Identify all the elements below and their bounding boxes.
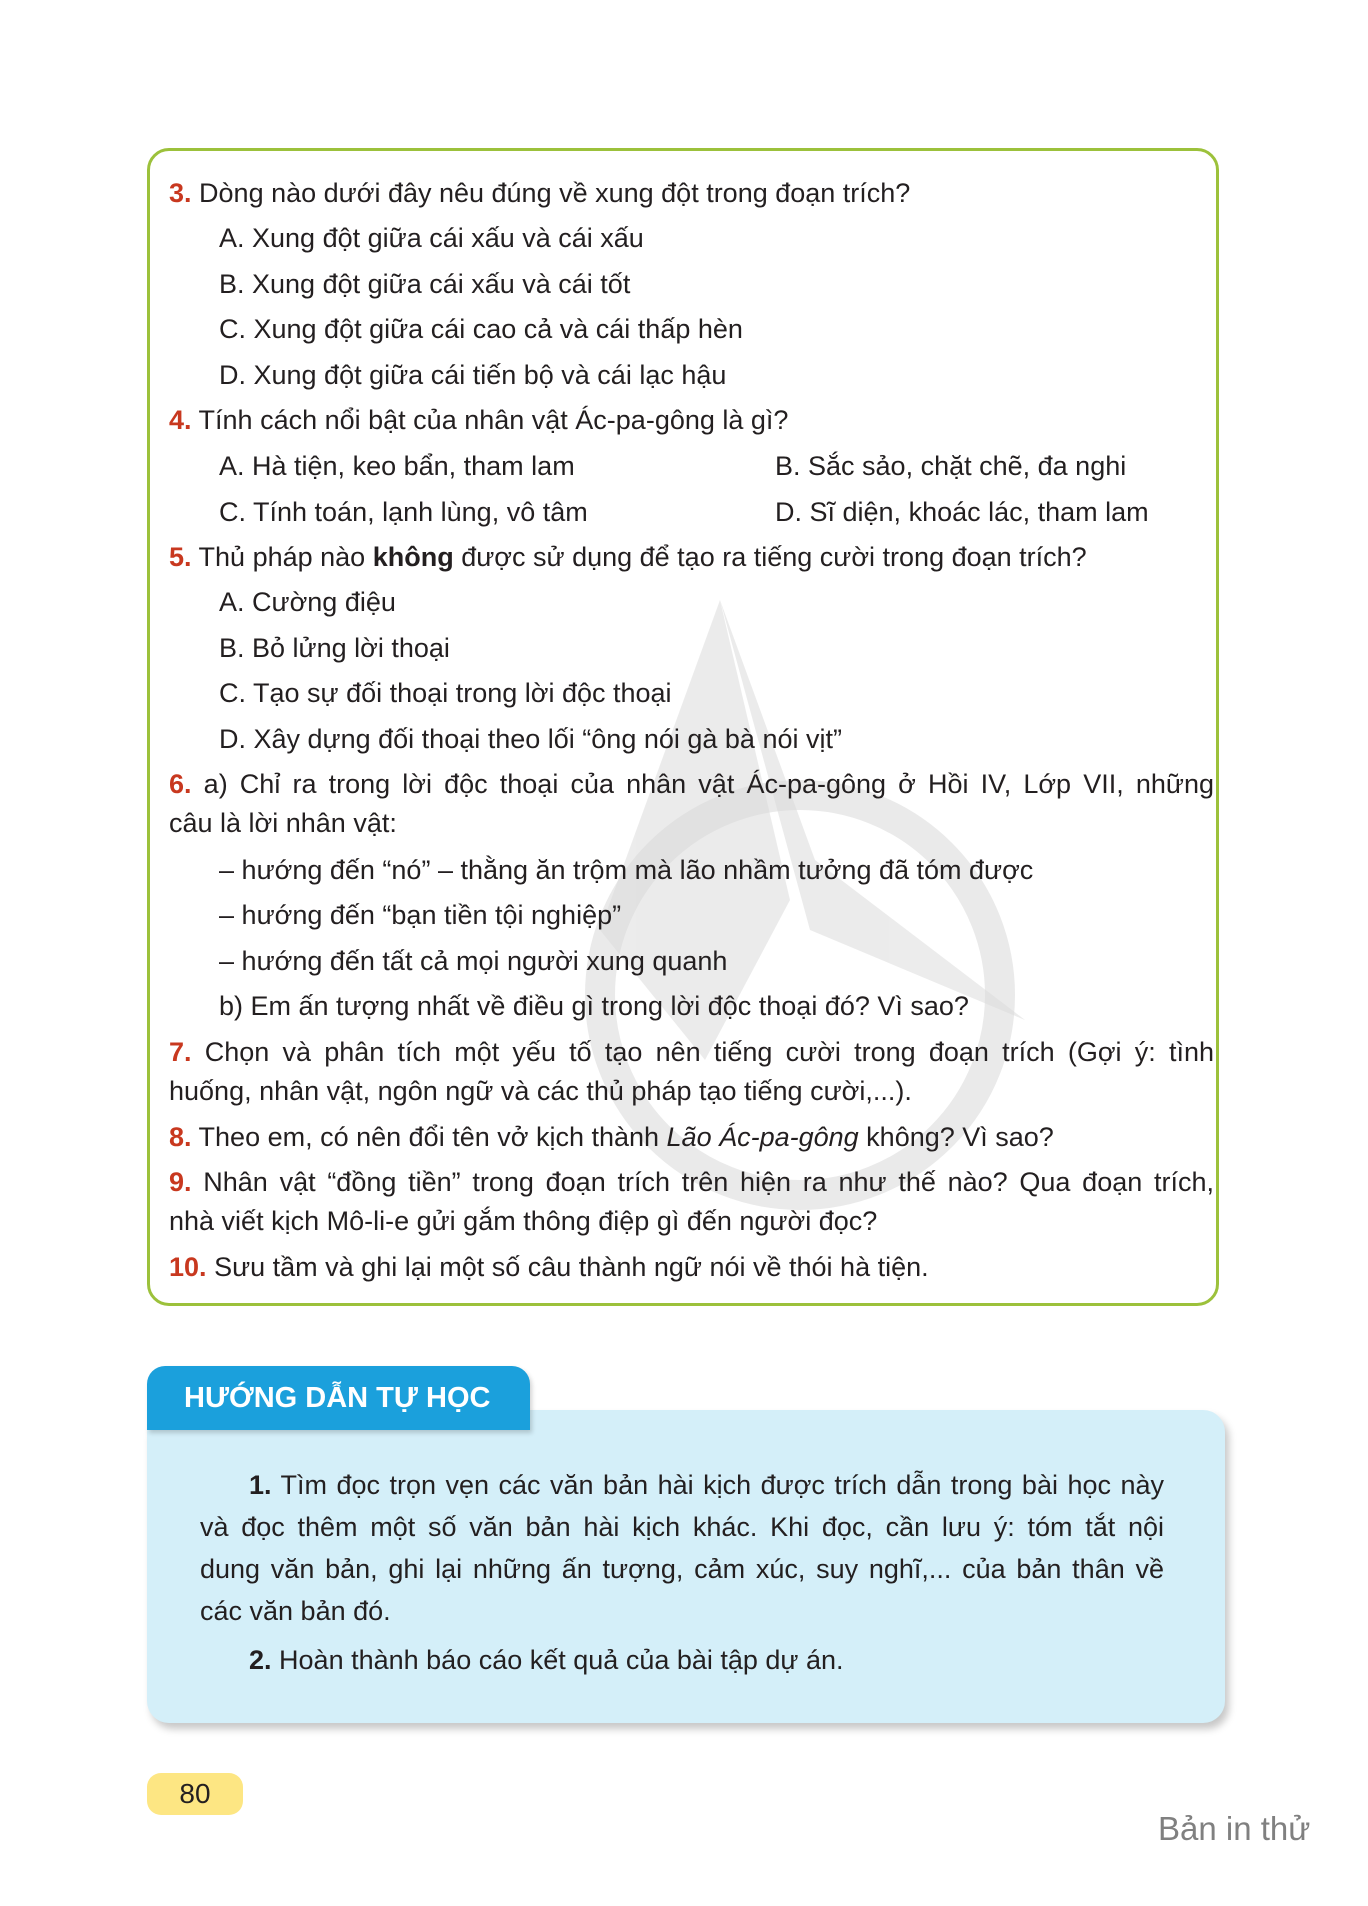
question-8 (169, 1120, 1054, 1154)
option-c: C. Tính toán, lạnh lùng, vô tâm (219, 497, 588, 527)
guide-item-1-line-2: và đọc thêm một số văn bản hài kịch khác. Khi đọc, cần lưu ý: tóm tắt nội (200, 1512, 1164, 1542)
question-9-line-2: nhà viết kịch Mô-li-e gửi gắm thông điệp gì đến người đọc? (169, 1206, 878, 1236)
question-6-part-b: b) Em ấn tượng nhất về điều gì trong lời độc thoại đó? Vì sao? (219, 991, 969, 1021)
play-title: Lão Ác-pa-gông (666, 1122, 859, 1152)
option-d: D. Xung đột giữa cái tiến bộ và cái lạc hậu (219, 360, 727, 390)
guide-item-1-line-4: các văn bản đó. (200, 1596, 391, 1626)
option-a: A. Hà tiện, keo bẩn, tham lam (219, 451, 575, 481)
list-item-text: hướng đến “bạn tiền tội nghiệp” (241, 900, 622, 930)
question-10 (169, 1250, 929, 1284)
question-4 (169, 403, 788, 437)
question-7-line-1 (169, 1035, 1214, 1069)
question-number: 7. (169, 1037, 192, 1067)
draft-label: Bản in thử (1158, 1810, 1311, 1847)
question-text: Sưu tầm và ghi lại một số câu thành ngữ nói về thói hà tiện. (214, 1252, 929, 1282)
question-number: 5. (169, 542, 192, 572)
question-number: 10. (169, 1252, 207, 1282)
question-number: 6. (169, 769, 192, 799)
question-6-line-2: câu là lời nhân vật: (169, 808, 397, 838)
list-item-text: hướng đến tất cả mọi người xung quanh (241, 946, 728, 976)
question-number: 3. (169, 178, 192, 208)
question-7-line-2: huống, nhân vật, ngôn ngữ và các thủ pháp tạo tiếng cười,...). (169, 1076, 912, 1106)
guide-item-1-line-1 (249, 1468, 1164, 1502)
option-b: B. Sắc sảo, chặt chẽ, đa nghi (775, 451, 1127, 481)
guide-item-2 (249, 1643, 844, 1677)
question-9-line-1 (169, 1165, 1214, 1199)
question-text-after: được sử dụng để tạo ra tiếng cười trong đoạn trích? (453, 542, 1087, 572)
option-a: A. Xung đột giữa cái xấu và cái xấu (219, 223, 644, 253)
dash-bullet: – (219, 946, 235, 976)
list-item-text: hướng đến “nó” – thằng ăn trộm mà lão nhầm tưởng đã tóm được (241, 855, 1034, 885)
dash-bullet: – (219, 900, 235, 930)
option-c: C. Tạo sự đối thoại trong lời độc thoại (219, 678, 672, 708)
question-text-before: Theo em, có nên đổi tên vở kịch thành (198, 1122, 667, 1152)
option-d: D. Sĩ diện, khoác lác, tham lam (775, 497, 1149, 527)
option-b: B. Xung đột giữa cái xấu và cái tốt (219, 269, 631, 299)
question-number: 4. (169, 405, 192, 435)
question-text-emphasis: không (372, 542, 454, 572)
option-a: A. Cường điệu (219, 587, 396, 617)
guide-item-number: 1. (249, 1470, 272, 1500)
question-text: Nhân vật “đồng tiền” trong đoạn trích trên hiện ra như thế nào? Qua đoạn trích, (203, 1167, 1214, 1197)
list-item (219, 944, 727, 978)
question-5 (169, 540, 1087, 574)
question-text: a) Chỉ ra trong lời độc thoại của nhân vật Ác-pa-gông ở Hồi IV, Lớp VII, những (203, 769, 1214, 799)
page-number: 80 (147, 1773, 243, 1815)
list-item (219, 853, 1033, 887)
question-text: Chọn và phân tích một yếu tố tạo nên tiếng cười trong đoạn trích (Gợi ý: tình (204, 1037, 1214, 1067)
question-3 (169, 176, 910, 210)
question-6-line-1 (169, 767, 1214, 801)
option-d: D. Xây dựng đối thoại theo lối “ông nói gà bà nói vịt” (219, 724, 842, 754)
guide-item-text: Hoàn thành báo cáo kết quả của bài tập dự án. (279, 1645, 844, 1675)
question-text: Tính cách nổi bật của nhân vật Ác-pa-gông là gì? (198, 405, 789, 435)
question-text-before: Thủ pháp nào (198, 542, 373, 572)
guide-item-1-line-3: dung văn bản, ghi lại những ấn tượng, cảm xúc, suy nghĩ,... của bản thân về (200, 1554, 1164, 1584)
dash-bullet: – (219, 855, 235, 885)
list-item (219, 898, 621, 932)
question-text-after: không? Vì sao? (858, 1122, 1054, 1152)
self-study-header: HƯỚNG DẪN TỰ HỌC (147, 1366, 530, 1430)
question-number: 8. (169, 1122, 192, 1152)
option-b: B. Bỏ lửng lời thoại (219, 633, 450, 663)
question-number: 9. (169, 1167, 192, 1197)
question-text: Dòng nào dưới đây nêu đúng về xung đột trong đoạn trích? (199, 178, 911, 208)
guide-item-text: Tìm đọc trọn vẹn các văn bản hài kịch được trích dẫn trong bài học này (280, 1470, 1164, 1500)
option-c: C. Xung đột giữa cái cao cả và cái thấp hèn (219, 314, 743, 344)
guide-item-number: 2. (249, 1645, 272, 1675)
